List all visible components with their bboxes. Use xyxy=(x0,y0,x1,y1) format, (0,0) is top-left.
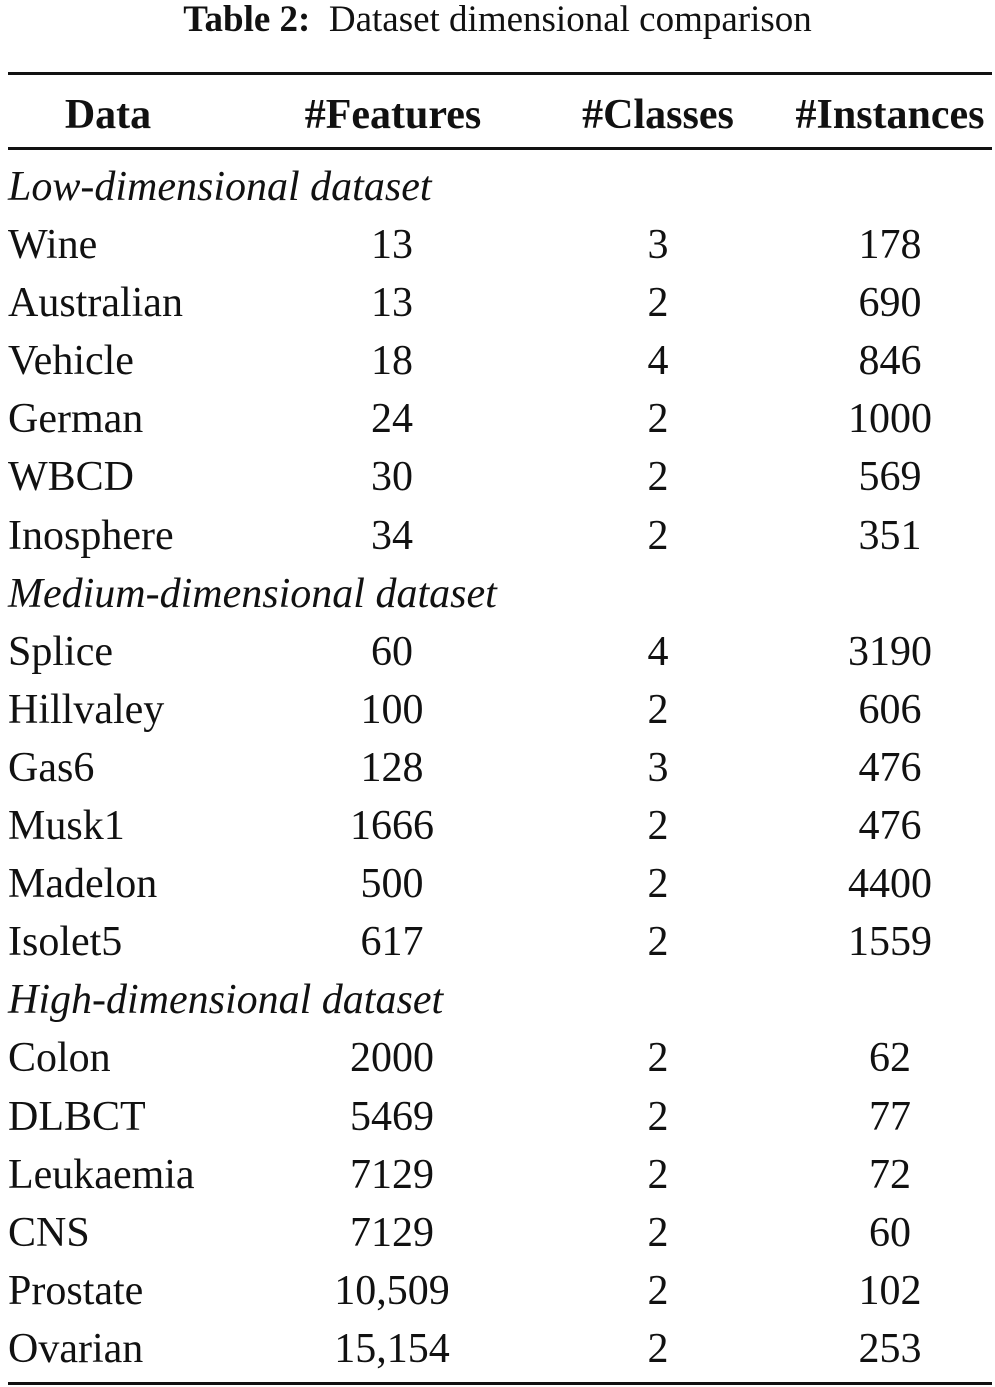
top-rule xyxy=(8,72,992,75)
cell-features: 13 xyxy=(371,222,413,269)
table-caption xyxy=(0,0,995,40)
cell-classes: 2 xyxy=(647,861,669,908)
cell-classes: 3 xyxy=(647,222,669,269)
bottom-rule xyxy=(8,1382,992,1385)
cell-instances: 62 xyxy=(869,1035,911,1082)
table-row xyxy=(0,1320,995,1378)
cell-features: 500 xyxy=(360,861,424,908)
column-header-instances: #Instances xyxy=(795,92,985,138)
cell-classes: 2 xyxy=(647,686,669,733)
cell-data-name: Australian xyxy=(8,280,183,327)
cell-data-name: Colon xyxy=(8,1035,111,1082)
cell-data-name: Leukaemia xyxy=(8,1151,195,1198)
cell-features: 24 xyxy=(371,396,413,443)
cell-instances: 72 xyxy=(869,1151,911,1198)
cell-features: 30 xyxy=(371,454,413,501)
cell-instances: 77 xyxy=(869,1093,911,1140)
table-row xyxy=(0,1088,995,1146)
cell-data-name: Hillvaley xyxy=(8,686,165,733)
cell-instances: 178 xyxy=(858,222,922,269)
cell-data-name: Wine xyxy=(8,222,98,269)
table-row xyxy=(0,1146,995,1204)
cell-instances: 4400 xyxy=(848,861,932,908)
table-row xyxy=(0,448,995,506)
cell-instances: 1559 xyxy=(848,919,932,966)
cell-features: 7129 xyxy=(350,1209,434,1256)
table-row xyxy=(0,274,995,332)
cell-data-name: Isolet5 xyxy=(8,919,123,966)
cell-classes: 4 xyxy=(647,338,669,385)
section-heading-row xyxy=(0,565,995,623)
cell-classes: 4 xyxy=(647,628,669,675)
cell-features: 617 xyxy=(360,919,424,966)
cell-features: 18 xyxy=(371,338,413,385)
cell-classes: 2 xyxy=(647,512,669,559)
table-row xyxy=(0,332,995,390)
column-header-classes: #Classes xyxy=(582,92,734,138)
cell-classes: 2 xyxy=(647,1093,669,1140)
cell-data-name: Splice xyxy=(8,628,113,675)
table-row xyxy=(0,913,995,971)
cell-features: 100 xyxy=(360,686,424,733)
cell-features: 13 xyxy=(371,280,413,327)
cell-classes: 2 xyxy=(647,1325,669,1372)
table-body xyxy=(0,158,995,1378)
section-heading: Low-dimensional dataset xyxy=(8,164,432,210)
header-rule xyxy=(8,147,992,150)
table-row xyxy=(0,507,995,565)
cell-instances: 690 xyxy=(858,280,922,327)
table-row xyxy=(0,390,995,448)
table-row xyxy=(0,855,995,913)
cell-data-name: WBCD xyxy=(8,454,134,501)
table-header-row xyxy=(0,88,995,142)
section-heading: Medium-dimensional dataset xyxy=(8,570,497,617)
cell-data-name: Madelon xyxy=(8,861,158,908)
cell-classes: 2 xyxy=(647,280,669,327)
cell-data-name: Musk1 xyxy=(8,803,125,850)
cell-features: 5469 xyxy=(350,1093,434,1140)
cell-instances: 102 xyxy=(858,1267,922,1314)
cell-classes: 2 xyxy=(647,1035,669,1082)
cell-classes: 2 xyxy=(647,454,669,501)
cell-data-name: Vehicle xyxy=(8,338,134,385)
cell-classes: 2 xyxy=(647,396,669,443)
section-heading: High-dimensional dataset xyxy=(8,977,444,1024)
cell-classes: 2 xyxy=(647,803,669,850)
table-row xyxy=(0,216,995,274)
cell-features: 15,154 xyxy=(334,1325,450,1372)
cell-features: 1666 xyxy=(350,803,434,850)
cell-features: 34 xyxy=(371,512,413,559)
column-header-features: #Features xyxy=(304,92,482,138)
cell-instances: 1000 xyxy=(848,396,932,443)
table-row xyxy=(0,681,995,739)
cell-classes: 2 xyxy=(647,1267,669,1314)
table-row xyxy=(0,623,995,681)
table-row xyxy=(0,1029,995,1087)
table-row xyxy=(0,1262,995,1320)
cell-features: 10,509 xyxy=(334,1267,450,1314)
cell-data-name: Ovarian xyxy=(8,1325,144,1372)
section-heading-row xyxy=(0,971,995,1029)
table-caption-text: Dataset dimensional comparison xyxy=(328,0,812,40)
cell-data-name: CNS xyxy=(8,1209,90,1256)
cell-classes: 3 xyxy=(647,744,669,791)
table-row xyxy=(0,797,995,855)
cell-data-name: Inosphere xyxy=(8,512,174,559)
column-header-data: Data xyxy=(64,92,152,138)
cell-classes: 2 xyxy=(647,1151,669,1198)
cell-instances: 476 xyxy=(858,744,922,791)
cell-instances: 253 xyxy=(858,1325,922,1372)
cell-instances: 846 xyxy=(858,338,922,385)
cell-features: 2000 xyxy=(350,1035,434,1082)
cell-data-name: German xyxy=(8,396,144,443)
cell-data-name: DLBCT xyxy=(8,1093,146,1140)
table-row xyxy=(0,739,995,797)
cell-instances: 3190 xyxy=(848,628,932,675)
table-caption-label: Table 2: xyxy=(183,0,311,40)
cell-features: 60 xyxy=(371,628,413,675)
cell-features: 7129 xyxy=(350,1151,434,1198)
cell-instances: 606 xyxy=(858,686,922,733)
cell-data-name: Gas6 xyxy=(8,744,95,791)
cell-data-name: Prostate xyxy=(8,1267,144,1314)
section-heading-row xyxy=(0,158,995,216)
table-row xyxy=(0,1204,995,1262)
cell-instances: 60 xyxy=(869,1209,911,1256)
cell-instances: 351 xyxy=(858,512,922,559)
cell-classes: 2 xyxy=(647,919,669,966)
cell-instances: 476 xyxy=(858,803,922,850)
cell-instances: 569 xyxy=(858,454,922,501)
cell-classes: 2 xyxy=(647,1209,669,1256)
cell-features: 128 xyxy=(360,744,424,791)
